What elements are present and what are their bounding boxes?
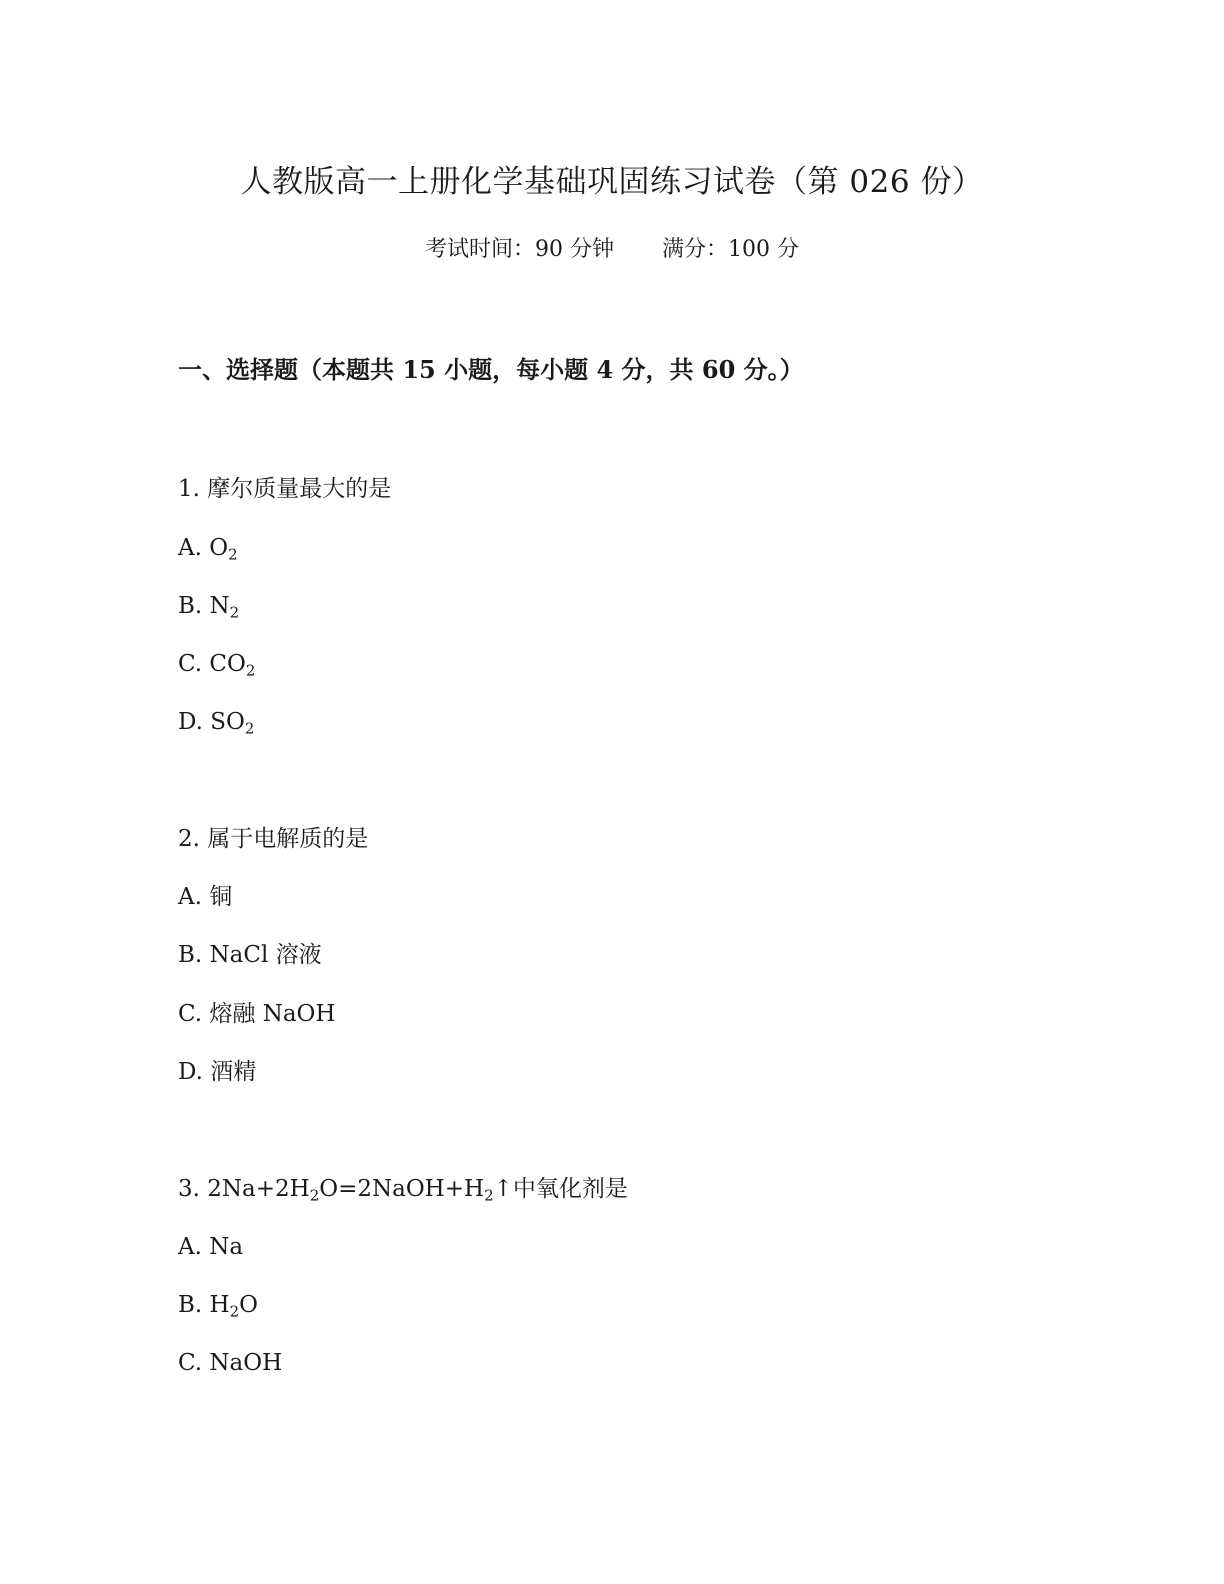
question-3-stem: 3. $2Na+2H_2O=2NaOH+H_2↑$中氧化剂是 bbox=[178, 1176, 628, 1205]
question-1-option-a: A. $O_2$ bbox=[178, 535, 238, 564]
question-2-option-c: C. 熔融 NaOH bbox=[178, 1001, 336, 1027]
question-3-option-b: B. $H_2O$ bbox=[178, 1292, 258, 1321]
question-2-option-d: D. 酒精 bbox=[178, 1059, 257, 1085]
exam-full-score: 满分：100 分 bbox=[662, 237, 799, 262]
exam-time: 考试时间：90 分钟 bbox=[425, 237, 614, 262]
question-1-option-d: D. $SO_2$ bbox=[178, 709, 255, 738]
question-1-option-b: B. $N_2$ bbox=[178, 593, 240, 622]
exam-title: 人教版高一上册化学基础巩固练习试卷（第 026 份） bbox=[240, 164, 984, 200]
section-heading: 一、选择题（本题共 15 小题，每小题 4 分，共 60 分。） bbox=[178, 355, 804, 384]
question-1-stem: 1. 摩尔质量最大的是 bbox=[178, 476, 392, 502]
question-1-option-c: C. $CO_2$ bbox=[178, 651, 256, 680]
question-2-option-a: A. 铜 bbox=[178, 884, 233, 910]
question-3-option-a: A. Na bbox=[178, 1234, 244, 1260]
exam-meta bbox=[0, 234, 1224, 266]
question-2-option-b: B. NaCl 溶液 bbox=[178, 942, 322, 968]
question-3-option-c: C. NaOH bbox=[178, 1350, 283, 1376]
question-2-stem: 2. 属于电解质的是 bbox=[178, 826, 369, 852]
